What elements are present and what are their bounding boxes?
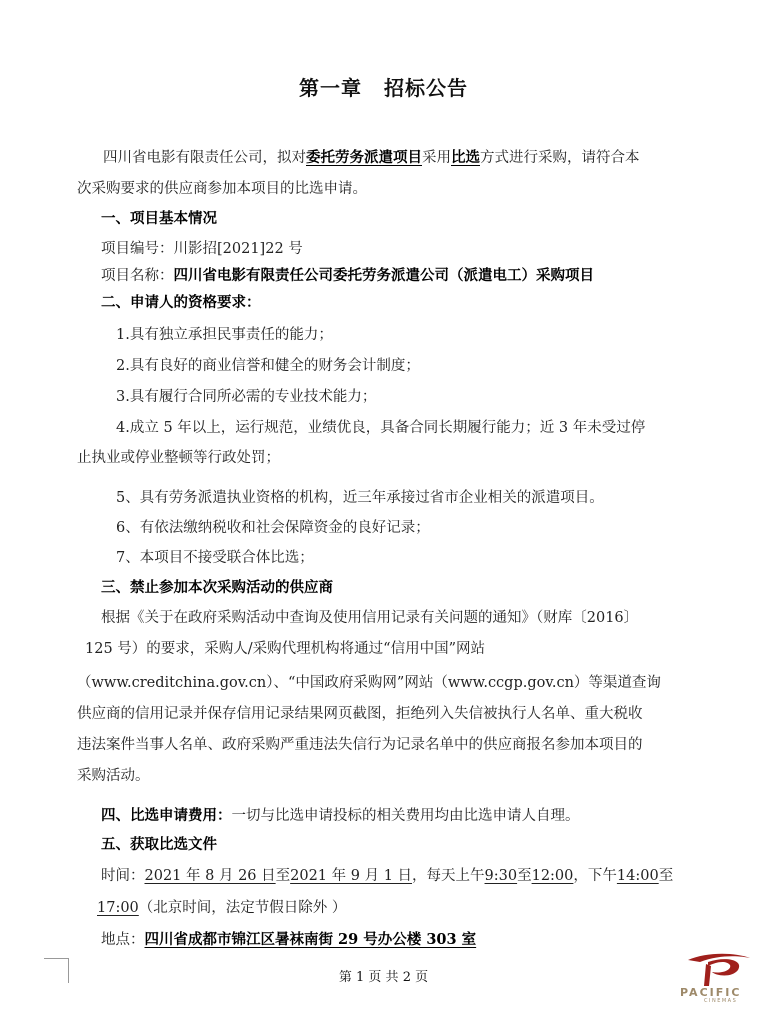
section3-line: （www.creditchina.gov.cn）、“中国政府采购网”网站（www.ccgp.gov.cn）等渠道查询 bbox=[77, 675, 661, 691]
section3-heading: 三、禁止参加本次采购活动的供应商 bbox=[101, 579, 333, 596]
requirement-item: 2.具有良好的商业信誉和健全的财务会计制度； bbox=[116, 358, 420, 374]
project-name-highlight: 委托劳务派遣项目 bbox=[306, 149, 422, 166]
requirement-item: 止执业或停业整顿等行政处罚； bbox=[77, 450, 280, 466]
time-line: 时间：2021 年 8 月 26 日至2021 年 9 月 1 日，每天上午9:30至12:00，下午14:00至 bbox=[101, 868, 674, 884]
section3-line: 根据《关于在政府采购活动中查询及使用信用记录有关问题的通知》（财库〔2016〕 bbox=[101, 610, 639, 626]
logo-text: PACIFIC bbox=[680, 986, 742, 999]
method-highlight: 比选 bbox=[451, 149, 480, 166]
page-title: 第一章 招标公告 bbox=[299, 76, 468, 100]
requirement-item: 3.具有履行合同所必需的专业技术能力； bbox=[116, 389, 377, 405]
time-line-2: 17:00（北京时间，法定节假日除外 ） bbox=[97, 900, 347, 916]
project-name: 项目名称：四川省电影有限责任公司委托劳务派遣公司（派遣电工）采购项目 bbox=[101, 267, 594, 284]
section4: 四、比选申请费用：一切与比选申请投标的相关费用均由比选申请人自理。 bbox=[101, 807, 580, 824]
logo-subtext: CINEMAS bbox=[704, 998, 738, 1004]
intro-line-2: 次采购要求的供应商参加本项目的比选申请。 bbox=[77, 181, 367, 197]
section3-line: 125 号）的要求，采购人/采购代理机构将通过“信用中国”网站 bbox=[85, 641, 485, 657]
section5-heading: 五、获取比选文件 bbox=[101, 836, 217, 853]
section1-heading: 一、项目基本情况 bbox=[101, 210, 217, 227]
requirement-item: 7、本项目不接受联合体比选； bbox=[116, 550, 314, 566]
section2-heading: 二、申请人的资格要求： bbox=[101, 294, 261, 311]
requirement-item: 1.具有独立承担民事责任的能力； bbox=[116, 327, 333, 343]
requirement-item: 4.成立 5 年以上，运行规范，业绩优良，具备合同长期履行能力；近 3 年未受过停 bbox=[116, 420, 646, 436]
requirement-item: 6、有依法缴纳税收和社会保障资金的良好记录； bbox=[116, 520, 430, 536]
address-line: 地点：四川省成都市锦江区暑袜南街 29 号办公楼 303 室 bbox=[101, 931, 477, 948]
section3-line: 供应商的信用记录并保存信用记录结果网页截图，拒绝列入失信被执行人名单、重大税收 bbox=[77, 706, 643, 722]
section3-line: 违法案件当事人名单、政府采购严重违法失信行为记录名单中的供应商报名参加本项目的 bbox=[77, 737, 643, 753]
section3-line: 采购活动。 bbox=[77, 768, 150, 784]
page-footer: 第 1 页 共 2 页 bbox=[338, 970, 429, 985]
requirement-item: 5、具有劳务派遣执业资格的机构，近三年承接过省市企业相关的派遣项目。 bbox=[116, 490, 604, 506]
project-number: 项目编号：川影招[2021]22 号 bbox=[101, 241, 303, 257]
intro-line-1: 四川省电影有限责任公司，拟对委托劳务派遣项目采用比选方式进行采购，请符合本 bbox=[103, 149, 640, 166]
